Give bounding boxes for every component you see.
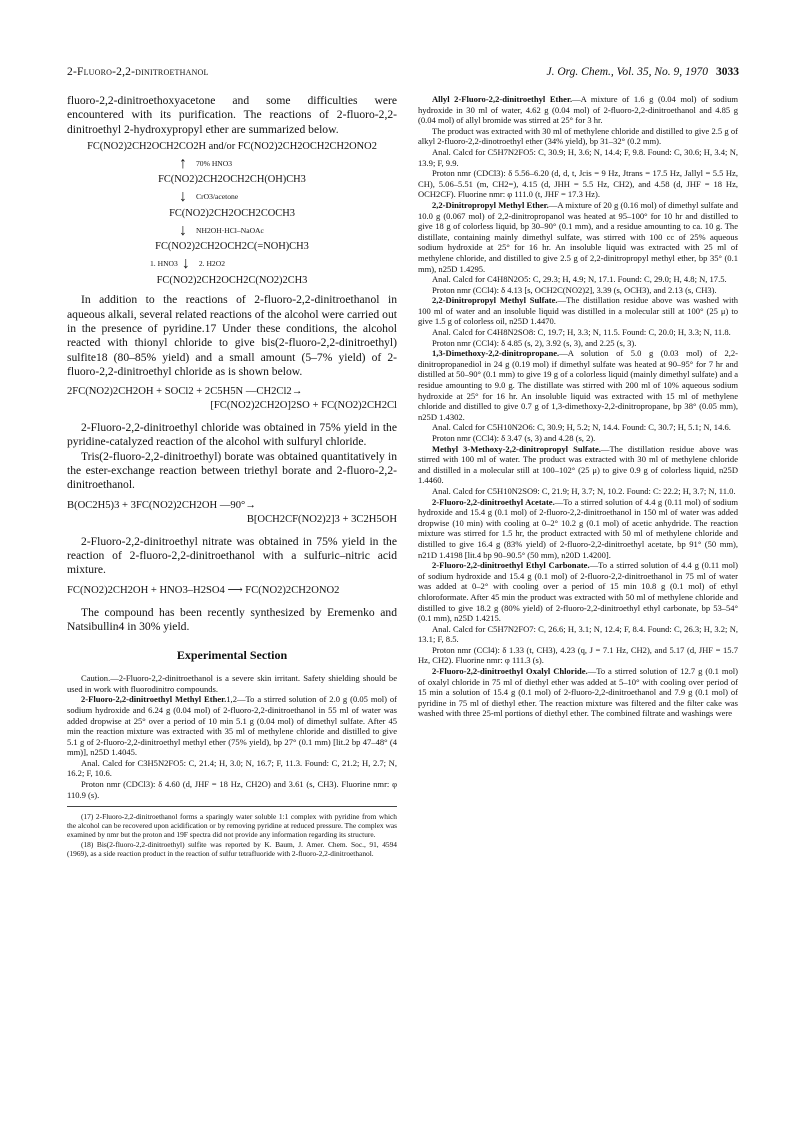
procedure-heading: Allyl 2-Fluoro-2,2-dinitroethyl Ether. xyxy=(432,94,573,104)
equation-borate xyxy=(67,499,397,527)
scheme-formula-5: FC(NO2)2CH2OCH2C(NO2)2CH3 xyxy=(156,274,308,286)
procedure-heading: 2,2-Dinitropropyl Methyl Ether. xyxy=(432,199,549,210)
scheme-reagent-3: NH2OH·HCl–NaOAc xyxy=(196,225,264,235)
down-arrow-icon: ↓ xyxy=(181,255,190,273)
procedure-text: —A solution of 5.0 g (0.03 mol) of 2,2-dinitropropanediol in 24 g (0.19 mol) if dimethyl sulfate was heated at 90–95° for 7 hr and distilled at 50–90° (0.1 mm) to give 19 g of a colorless liquid (mainly dimethyl sulfate) and a residue amounting to 9.0 g. The distillate was stirred with 200 ml of 10% aqueous sodium hydroxide at 25° for 16 hr. An insoluble liquid was extracted with 15 ml of methylene chloride and distilled to give 0.7 g of 1,3-dimethoxy-2,2-dinitropropane, bp 38° (0.05 mm), n25D 1.4302. xyxy=(418,348,738,422)
procedure-ethyl-carbonate xyxy=(418,560,738,624)
up-arrow-icon: ↑ xyxy=(179,154,187,172)
procedure-dinitropropyl-methyl-sulfate xyxy=(418,295,738,327)
procedure-text: —To a stirred solution of 12.7 g (0.1 mol) of oxalyl chloride in 75 ml of diethyl ether was added at 5–10° with cooling over period of 15 min a solution of 15.4 g (0.1 mol) of 2-fluoro-2,2-dinitroethanol and 7.9 g (0.1 mol) of pyridine in 75 ml of diethyl ether. The reaction mixture was filtered and the filter cake was washed with three 25-ml portions of diethyl ether. The combined filtrate and washings were xyxy=(418,666,738,719)
scheme-arrow-3 xyxy=(179,220,397,241)
scheme-reagent-4b: 2. H2O2 xyxy=(198,259,225,269)
procedure-dinitropropyl-methyl-ether xyxy=(418,200,738,274)
down-arrow-icon: ↓ xyxy=(179,221,187,239)
footnote-divider xyxy=(67,806,397,807)
paragraph-pyridine: In addition to the reactions of 2-fluoro-2,2-dinitroethanol in aqueous alkali, several related reactions of the alcohol were carried out in the presence of pyridine.17 Under these conditions, the alcohol reacted with thionyl chloride to give bis(2-fluoro-2,2-dinitroethyl) sulfite18 (80–85% yield) and a small amount (5–7% yield) of 2-fluoro-2,2-dinitroethyl chloride as is shown below. xyxy=(67,293,397,378)
procedure-heading: 2-Fluoro-2,2-dinitroethyl Ethyl Carbonate. xyxy=(432,560,590,571)
scheme-reagent-2: CrO3/acetone xyxy=(196,192,239,202)
scheme-arrow-4 xyxy=(147,254,397,275)
analysis-dinitropropyl-methyl-sulfate: Anal. Calcd for C4H8N2SO8: C, 19.7; H, 3.3; N, 11.5. Found: C, 20.0; H, 3.3; N, 11.8. xyxy=(432,327,731,338)
procedure-text: —A mixture of 20 g (0.16 mol) of dimethyl sulfate and 10.0 g (0.067 mol) of 2,2-dinitropropanol was heated at 95–100° for 10 hr and distilled to give 18 g of colorless liquid, bp 30–90° (0.1 mm), and a residue amounting to ca. 10 g. The distillate, containing mainly dimethyl sulfate, was stirred with 100 cc of 25% aqueous sodium hydroxide at 25° for 16 hr. An insoluble liquid was extracted with 25 ml of methylene chloride, and distilled to give 2.5 g of 2,2-dinitropropyl methyl ether, bp 35° (0.1 mm), n25D 1.4295. xyxy=(418,199,738,274)
procedure-methyl-ether xyxy=(67,694,397,758)
scheme-formula-1: FC(NO2)2CH2OCH2CO2H and/or FC(NO2)2CH2OCH2CH2ONO2 xyxy=(87,140,377,152)
caution-paragraph: Caution.—2-Fluoro-2,2-dinitroethanol is a severe skin irritant. Safety shielding should be used in work with fluorodinitro compounds. xyxy=(67,673,397,694)
scheme-formula-2: FC(NO2)2CH2OCH2CH(OH)CH3 xyxy=(158,174,306,186)
section-title: Experimental Section xyxy=(176,648,288,663)
scheme-reagent-4a: 1. HNO3 xyxy=(150,259,178,269)
procedure-text: 1,2—To a stirred solution of 2.0 g (0.05 mol) of sodium hydroxide and 6.24 g (0.04 mol) of 2-fluoro-2,2-dinitroethanol in 55 ml of water was added dropwise at 25° over a period of 10 min 5.1 g (0.04 mol) of dimethyl sulfate. After 45 min the reaction mixture was extracted with 35 ml of methylene chloride and distilled to give 5.1 g of 2-fluoro-2,2-dinitroethyl methyl ether (75% yield), bp 27° (0.1 mm) [lit.2 bp 47–48° (4 mm)], n25D 1.4045. xyxy=(67,694,397,758)
footnote-17: (17) 2-Fluoro-2,2-dinitroethanol forms a sparingly water soluble 1:1 complex with pyridine from which the alcohol can be recovered upon acidification or by removing pyridine at reduced pressure. The complex was examined by nmr but the proton and 19F spectra did not provide any information regarding its structure. xyxy=(67,812,397,840)
procedure-text: —A mixture of 1.6 g (0.04 mol) of sodium hydroxide in 30 ml of water, 4.62 g (0.04 mol) of 2-fluoro-2,2-dinitroethanol and 4.85 g (0.04 mol) of allyl bromide was stirred at 25° for 3 hr. xyxy=(418,94,738,126)
paragraph-borate: Tris(2-fluoro-2,2-dinitroethyl) borate was obtained quantitatively in the ester-exchange reaction between triethyl borate and 2-fluoro-2,2-dinitroethanol. xyxy=(67,449,397,492)
procedure-allyl-2: The product was extracted with 30 ml of methylene chloride and distilled to give 2.5 g of alkyl 2-fluoro-2,2-dinotroethyl ether (34% yield), bp 31–32° (0.2 mm). xyxy=(418,125,738,147)
scheme-arrow-2 xyxy=(179,187,397,208)
procedure-heading: 2,2-Dinitropropyl Methyl Sulfate. xyxy=(432,295,558,306)
journal-citation xyxy=(546,66,739,78)
procedure-acetate xyxy=(418,497,738,561)
equation-sulfite xyxy=(67,385,397,413)
procedure-dimethoxy-dinitropropane xyxy=(418,348,738,422)
analysis-allyl: Anal. Calcd for C5H7N2FO5: C, 30.9; H, 3.6; N, 14.4; F, 9.8. Found: C, 30.6; H, 3.4; N, 13.9; F, 9.9. xyxy=(418,146,738,168)
nmr-dimethoxy-dinitropropane: Proton nmr (CCl4): δ 3.47 (s, 3) and 4.28 (s, 2). xyxy=(432,433,596,443)
scheme-reagent-1: 70% HNO3 xyxy=(196,158,233,168)
procedure-allyl xyxy=(418,94,738,126)
page-number: 3033 xyxy=(716,66,739,78)
analysis-methoxy-dinitropropyl-sulfate: Anal. Calcd for C5H10N2SO9: C, 21.9; H, 3.7; N, 10.2. Found: C: 22.2; H, 3.7; N, 11.0. xyxy=(432,485,736,496)
analysis-dinitropropyl-methyl-ether: Anal. Calcd for C4H8N2O5: C, 29.3; H, 4.9; N, 17.1. Found: C, 29.0; H, 4.8; N, 17.5. xyxy=(432,274,727,285)
analysis-dimethoxy-dinitropropane: Anal. Calcd for C5H10N2O6: C, 30.9; H, 5.2; N, 14.4. Found: C, 30.7; H, 5.1; N, 14.6. xyxy=(432,422,731,433)
nmr-dinitropropyl-methyl-ether: Proton nmr (CCl4): δ 4.13 [s, OCH2C(NO2)2], 3.39 (s, OCH3), and 2.13 (s, CH3). xyxy=(432,284,717,295)
equation-sulfite-line-2: [FC(NO2)2CH2O]2SO + FC(NO2)2CH2Cl xyxy=(210,400,397,412)
right-column xyxy=(418,94,738,1114)
down-arrow-icon: ↓ xyxy=(179,188,187,206)
equation-nitrate: FC(NO2)2CH2OH + HNO3–H2SO4 ⟶ FC(NO2)2CH2ONO2 xyxy=(67,584,340,596)
procedure-oxalyl-chloride xyxy=(418,666,738,719)
scheme-formula-3: FC(NO2)2CH2OCH2COCH3 xyxy=(169,207,295,219)
procedure-text: —The distillation residue above was washed with 100 ml of water and an insoluble liquid was distilled in a molecular still at 100° (25 μ) to give 1.5 g of colorless oil, n25D 1.4470. xyxy=(418,295,738,327)
paragraph-nitrate: 2-Fluoro-2,2-dinitroethyl nitrate was obtained in 75% yield in the reaction of 2-fluoro-2,2-dinitroethanol with a sulfuric–nitric acid mixture. xyxy=(67,534,397,577)
procedure-methoxy-dinitropropyl-sulfate xyxy=(418,444,738,486)
procedure-text: —To a stirred solution of 4.4 g (0.11 mol) of sodium hydroxide and 15.4 g (0.1 mol) of 2-fluoro-2,2-dinitroethanol in 75 ml of water was added at 0–2° with cooling over a period of 15 min 10.8 g (0.1 mol) of ethyl chloroformate. After 45 min the product was extracted with 50 ml of methylene chloride and distilled to give 18.2 g (80% yield) of 2-fluoro-2,2-dinitroethyl ethyl carbonate, bp 53–54° (0.1 mm), n25D 1.4215. xyxy=(418,560,738,624)
equation-borate-line-1: B(OC2H5)3 + 3FC(NO2)2CH2OH —90°→ xyxy=(67,499,256,511)
equation-sulfite-line-1: 2FC(NO2)2CH2OH + SOCl2 + 2C5H5N —CH2Cl2→ xyxy=(67,386,303,398)
running-header xyxy=(67,66,739,84)
paragraph-chloride: 2-Fluoro-2,2-dinitroethyl chloride was obtained in 75% yield in the pyridine-catalyzed reaction of the alcohol with sulfuryl chloride. xyxy=(67,421,397,449)
scheme-formula-4: FC(NO2)2CH2OCH2C(=NOH)CH3 xyxy=(155,241,309,253)
nmr-allyl: Proton nmr (CDCl3): δ 5.56–6.20 (d, d, t, Jcis = 9 Hz, Jtrans = 17.5 Hz, Jallyl = 5.5 Hz, CH), 5.06–5.51 (m, CH2=), 4.15 (d, JHH = 5.5 Hz, CH2), and 4.58 (d, JHF = 18 Hz, OCH2CF). Fluorine nmr: φ 111.0 (t, JHF = 17.3 Hz). xyxy=(418,168,738,200)
analysis-ethyl-carbonate: Anal. Calcd for C5H7N2FO7: C, 26.6; H, 3.1; N, 12.4; F, 8.4. Found: C, 26.3; H, 3.2; N, 13.1; F, 8.5. xyxy=(418,623,738,645)
procedure-text: —To a stirred solution of 4.4 g (0.11 mol) of sodium hydroxide and 15.4 g (0.1 mol) of 2-fluoro-2,2-dinitroethanol in 150 ml of water was added dropwise (10 min) with cooling at 0–2° 10.2 g (0.1 mol) of acetic anhydride. The reaction mixture was stirred for 1.5 hr, the product extracted with 50 ml of methylene chloride and distilled to give 16.4 g (83% yield) of 2-fluoro-2,2-dinitroethyl acetate, bp 91° (50 mm), n21D 1.4198 [lit.4 bp 90–90.5° (50 mm), n20D 1.4200]. xyxy=(418,496,738,560)
equation-borate-line-2: B[OCH2CF(NO2)2]3 + 3C2H5OH xyxy=(246,513,397,525)
journal-name: J. Org. Chem., Vol. 35, No. 9, 1970 xyxy=(546,66,708,78)
running-title: 2-Fluoro-2,2-dinitroethanol xyxy=(67,66,209,78)
procedure-text: —The distillation residue above was stirred with 100 ml of water. The product was extracted with 30 ml of methylene chloride and distilled in a molecular still at 100–102° (25 μ) to give 0.9 g of colorless liquid, n25D 1.4460. xyxy=(418,443,738,486)
footnote-18: (18) Bis(2-fluoro-2,2-dinitroethyl) sulfite was reported by K. Baum, J. Amer. Chem. Soc., 91, 4594 (1969), as a side reaction product in the reaction of sulfur tetrafluoride with 2-fluoro-2,2-dinitroethanol. xyxy=(67,839,397,858)
paragraph-eremenko: The compound has been recently synthesized by Eremenko and Natsibullin4 in 30% yield. xyxy=(67,605,397,633)
left-column xyxy=(67,94,397,1074)
procedure-heading: 2-Fluoro-2,2-dinitroethyl Methyl Ether. xyxy=(81,694,227,705)
analysis-methyl-ether: Anal. Calcd for C3H5N2FO5: C, 21.4; H, 3.0; N, 16.7; F, 11.3. Found: C, 21.2; H, 2.7; N, 16.2; F, 10.6. xyxy=(67,757,397,779)
scheme-arrow-1 xyxy=(179,153,397,174)
reaction-scheme xyxy=(67,141,397,288)
intro-paragraph: fluoro-2,2-dinitroethoxyacetone and some difficulties were encountered with its purification. The reactions of 2-fluoro-2,2-dinitroethyl 2-hydroxypropyl ether are summarized below. xyxy=(67,94,397,136)
nmr-methyl-ether: Proton nmr (CDCl3): δ 4.60 (d, JHF = 18 Hz, CH2O) and 3.61 (s, CH3). Fluorine nmr: φ 110.9 (s). xyxy=(67,779,397,800)
nmr-dinitropropyl-methyl-sulfate: Proton nmr (CCl4): δ 4.85 (s, 2), 3.92 (s, 3), and 2.25 (s, 3). xyxy=(432,337,637,348)
procedure-heading: 2-Fluoro-2,2-dinitroethyl Acetate. xyxy=(432,496,555,507)
procedure-heading: 1,3-Dimethoxy-2,2-dinitropropane. xyxy=(432,348,560,359)
procedure-heading: 2-Fluoro-2,2-dinitroethyl Oxalyl Chloride. xyxy=(432,666,588,677)
nmr-ethyl-carbonate: Proton nmr (CCl4): δ 1.33 (t, CH3), 4.23 (q, J = 7.1 Hz, CH2), and 5.17 (d, JHF = 15.7 Hz, CH2). Fluorine nmr: φ 111.3 (s). xyxy=(418,644,738,666)
procedure-heading: Methyl 3-Methoxy-2,2-dinitropropyl Sulfate. xyxy=(432,443,601,454)
